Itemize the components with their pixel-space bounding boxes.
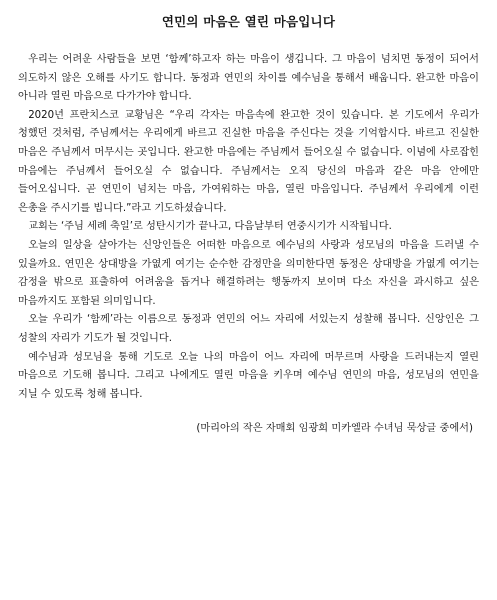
document-body xyxy=(18,51,479,404)
source-attribution: (마리아의 작은 자매회 임광희 미카엘라 수녀님 묵상글 중에서) xyxy=(196,423,473,435)
paragraph-pope-quote: 2020년 프란치스코 교황님은 “우리 각자는 마음속에 완고한 것이 있습니다. 본 기도에서 우리가 청했던 것처럼, 주님께서는 우리에게 바르고 진실한 마음을 주신다는 것을 기억합시다. 바르고 진실한 마음은 주님께서 머무시는 곳입니다. 완고한 마음에는 주님께서 들어오실 수 없습니다. 이념에 사로잡힌 마음에는 주님께서 들어오실 수 없습니다. 주님께서는 오직 당신의 마음과 같은 마음 안에만 들어오십니다. 곧 연민이 넘치는 마음, 가여워하는 마음, 열린 마음입니다. 주님께서 우리에게 이런 은총을 주시기를 빕니다.”라고 기도하셨습니다. xyxy=(18,109,479,214)
paragraph-intro: 우리는 어려운 사람들을 보면 ‘함께’하고자 하는 마음이 생깁니다. 그 마음이 넘치면 동정이 되어서 의도하지 않은 오해를 사기도 합니다. 동정과 연민의 차이를 예수님을 통해서 배웁니다. 완고한 마음이 아니라 열린 마음으로 다가가야 합니다. xyxy=(18,54,479,103)
paragraph-prayer: 예수님과 성모님을 통해 기도로 오늘 나의 마음이 어느 자리에 머무르며 사랑을 드러내는지 열린 마음으로 기도해 봅니다. 그리고 나에게도 열린 마음을 키우며 예수님 연민의 마음, 성모님의 연민을 지닐 수 있도록 청해 봅니다. xyxy=(18,351,479,400)
paragraph-reflection: 오늘 우리가 ‘함께’라는 이름으로 동정과 연민의 어느 자리에 서있는지 성찰해 봅니다. 신앙인은 그 성찰의 자리가 기도가 될 것입니다. xyxy=(18,314,479,344)
paragraph-compassion-vs-sympathy: 오늘의 일상을 살아가는 신앙인들은 어떠한 마음으로 예수님의 사랑과 성모님의 마음을 드러낼 수 있을까요. 연민은 상대방을 가엾게 여기는 순수한 감정만을 의미한다면 동정은 상대방을 가엾게 여기는 감정을 밖으로 표출하여 어려움을 돕거나 해결하려는 행동까지 보이며 다소 자신을 과시하고 싶은 마음까지도 포함된 의미입니다. xyxy=(18,239,479,307)
paragraph-liturgical-season: 교회는 ‘주님 세례 축일’로 성탄시기가 끝나고, 다음날부터 연중시기가 시작됩니다. xyxy=(28,221,392,233)
document-title: 연민의 마음은 열린 마음입니다 xyxy=(161,14,336,29)
